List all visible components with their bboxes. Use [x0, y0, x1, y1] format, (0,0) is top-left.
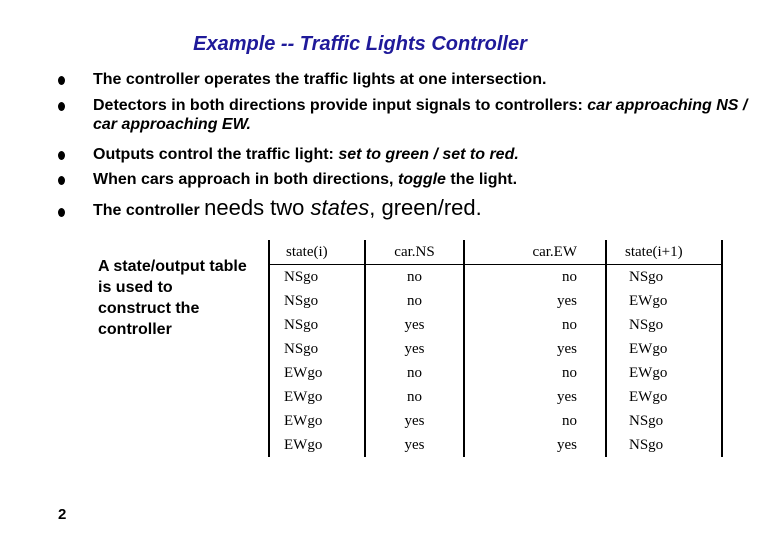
- table-cell: EWgo: [269, 385, 365, 409]
- bullet-text-large: , green/red.: [369, 195, 482, 220]
- table-cell: no: [365, 289, 464, 313]
- table-cell: no: [365, 361, 464, 385]
- table-cell: yes: [365, 409, 464, 433]
- table-cell: EWgo: [606, 337, 722, 361]
- bullet-text: Outputs control the traffic light:: [93, 146, 339, 163]
- table-cell: yes: [365, 433, 464, 457]
- table-header-cell: state(i): [269, 240, 365, 265]
- table-row: [269, 289, 722, 313]
- table-row: [269, 433, 722, 457]
- table-header-cell: state(i+1): [606, 240, 722, 265]
- bullet-text: The controller operates the traffic lights at one intersection.: [93, 71, 547, 88]
- table-cell: NSgo: [269, 337, 365, 361]
- table-cell: yes: [464, 385, 606, 409]
- table-cell: NSgo: [269, 313, 365, 337]
- bullet-text: When cars approach in both directions,: [93, 171, 398, 188]
- table-cell: EWgo: [606, 361, 722, 385]
- bullet-text: The controller: [93, 202, 205, 219]
- table-cell: NSgo: [269, 265, 365, 290]
- table-cell: no: [365, 265, 464, 290]
- bullet-item: [55, 145, 519, 164]
- table-cell: no: [464, 265, 606, 290]
- table-cell: no: [365, 385, 464, 409]
- table-header-cell: car.NS: [365, 240, 464, 265]
- table-cell: yes: [464, 289, 606, 313]
- bullet-text-large: needs two: [204, 195, 311, 220]
- table-cell: NSgo: [606, 433, 722, 457]
- table-row: [269, 337, 722, 361]
- bullet-item: [55, 96, 755, 134]
- table-cell: yes: [365, 313, 464, 337]
- table-cell: EWgo: [269, 409, 365, 433]
- table-header-cell: car.EW: [464, 240, 606, 265]
- page-number: 2: [58, 506, 67, 523]
- table-cell: yes: [365, 337, 464, 361]
- table-cell: no: [464, 313, 606, 337]
- table-cell: EWgo: [269, 433, 365, 457]
- table-row: [269, 385, 722, 409]
- table-cell: NSgo: [606, 265, 722, 290]
- bullet-dot-icon: [58, 208, 65, 217]
- table-row: [269, 361, 722, 385]
- bullet-item: [55, 170, 517, 189]
- bullet-item: [55, 195, 482, 220]
- table-cell: yes: [464, 433, 606, 457]
- table-cell: no: [464, 361, 606, 385]
- table-row: [269, 265, 722, 290]
- table-header-row: [269, 240, 722, 265]
- bullet-text-italic: car approaching NS / car approaching EW.: [93, 97, 748, 133]
- bullet-item: [55, 70, 546, 89]
- table-cell: NSgo: [606, 313, 722, 337]
- bullet-dot-icon: [58, 176, 65, 185]
- slide-title: Example -- Traffic Lights Controller: [193, 33, 527, 55]
- bullet-text-large-italic: states: [310, 195, 370, 220]
- bullet-text: Detectors in both directions provide input signals to controllers:: [93, 97, 588, 114]
- bullet-dot-icon: [58, 151, 65, 160]
- table-cell: yes: [464, 337, 606, 361]
- state-output-table: [268, 240, 723, 457]
- table-cell: EWgo: [606, 289, 722, 313]
- table-cell: NSgo: [606, 409, 722, 433]
- table-cell: EWgo: [269, 361, 365, 385]
- side-note: A state/output table is used to construct the controller: [98, 258, 247, 338]
- bullet-text-italic: toggle: [397, 171, 446, 188]
- bullet-text-italic: set to green / set to red.: [338, 146, 519, 163]
- table-cell: no: [464, 409, 606, 433]
- bullet-text: the light.: [445, 171, 518, 188]
- bullet-dot-icon: [58, 102, 65, 111]
- table-row: [269, 409, 722, 433]
- table-row: [269, 313, 722, 337]
- bullet-dot-icon: [58, 76, 65, 85]
- table-cell: EWgo: [606, 385, 722, 409]
- table-cell: NSgo: [269, 289, 365, 313]
